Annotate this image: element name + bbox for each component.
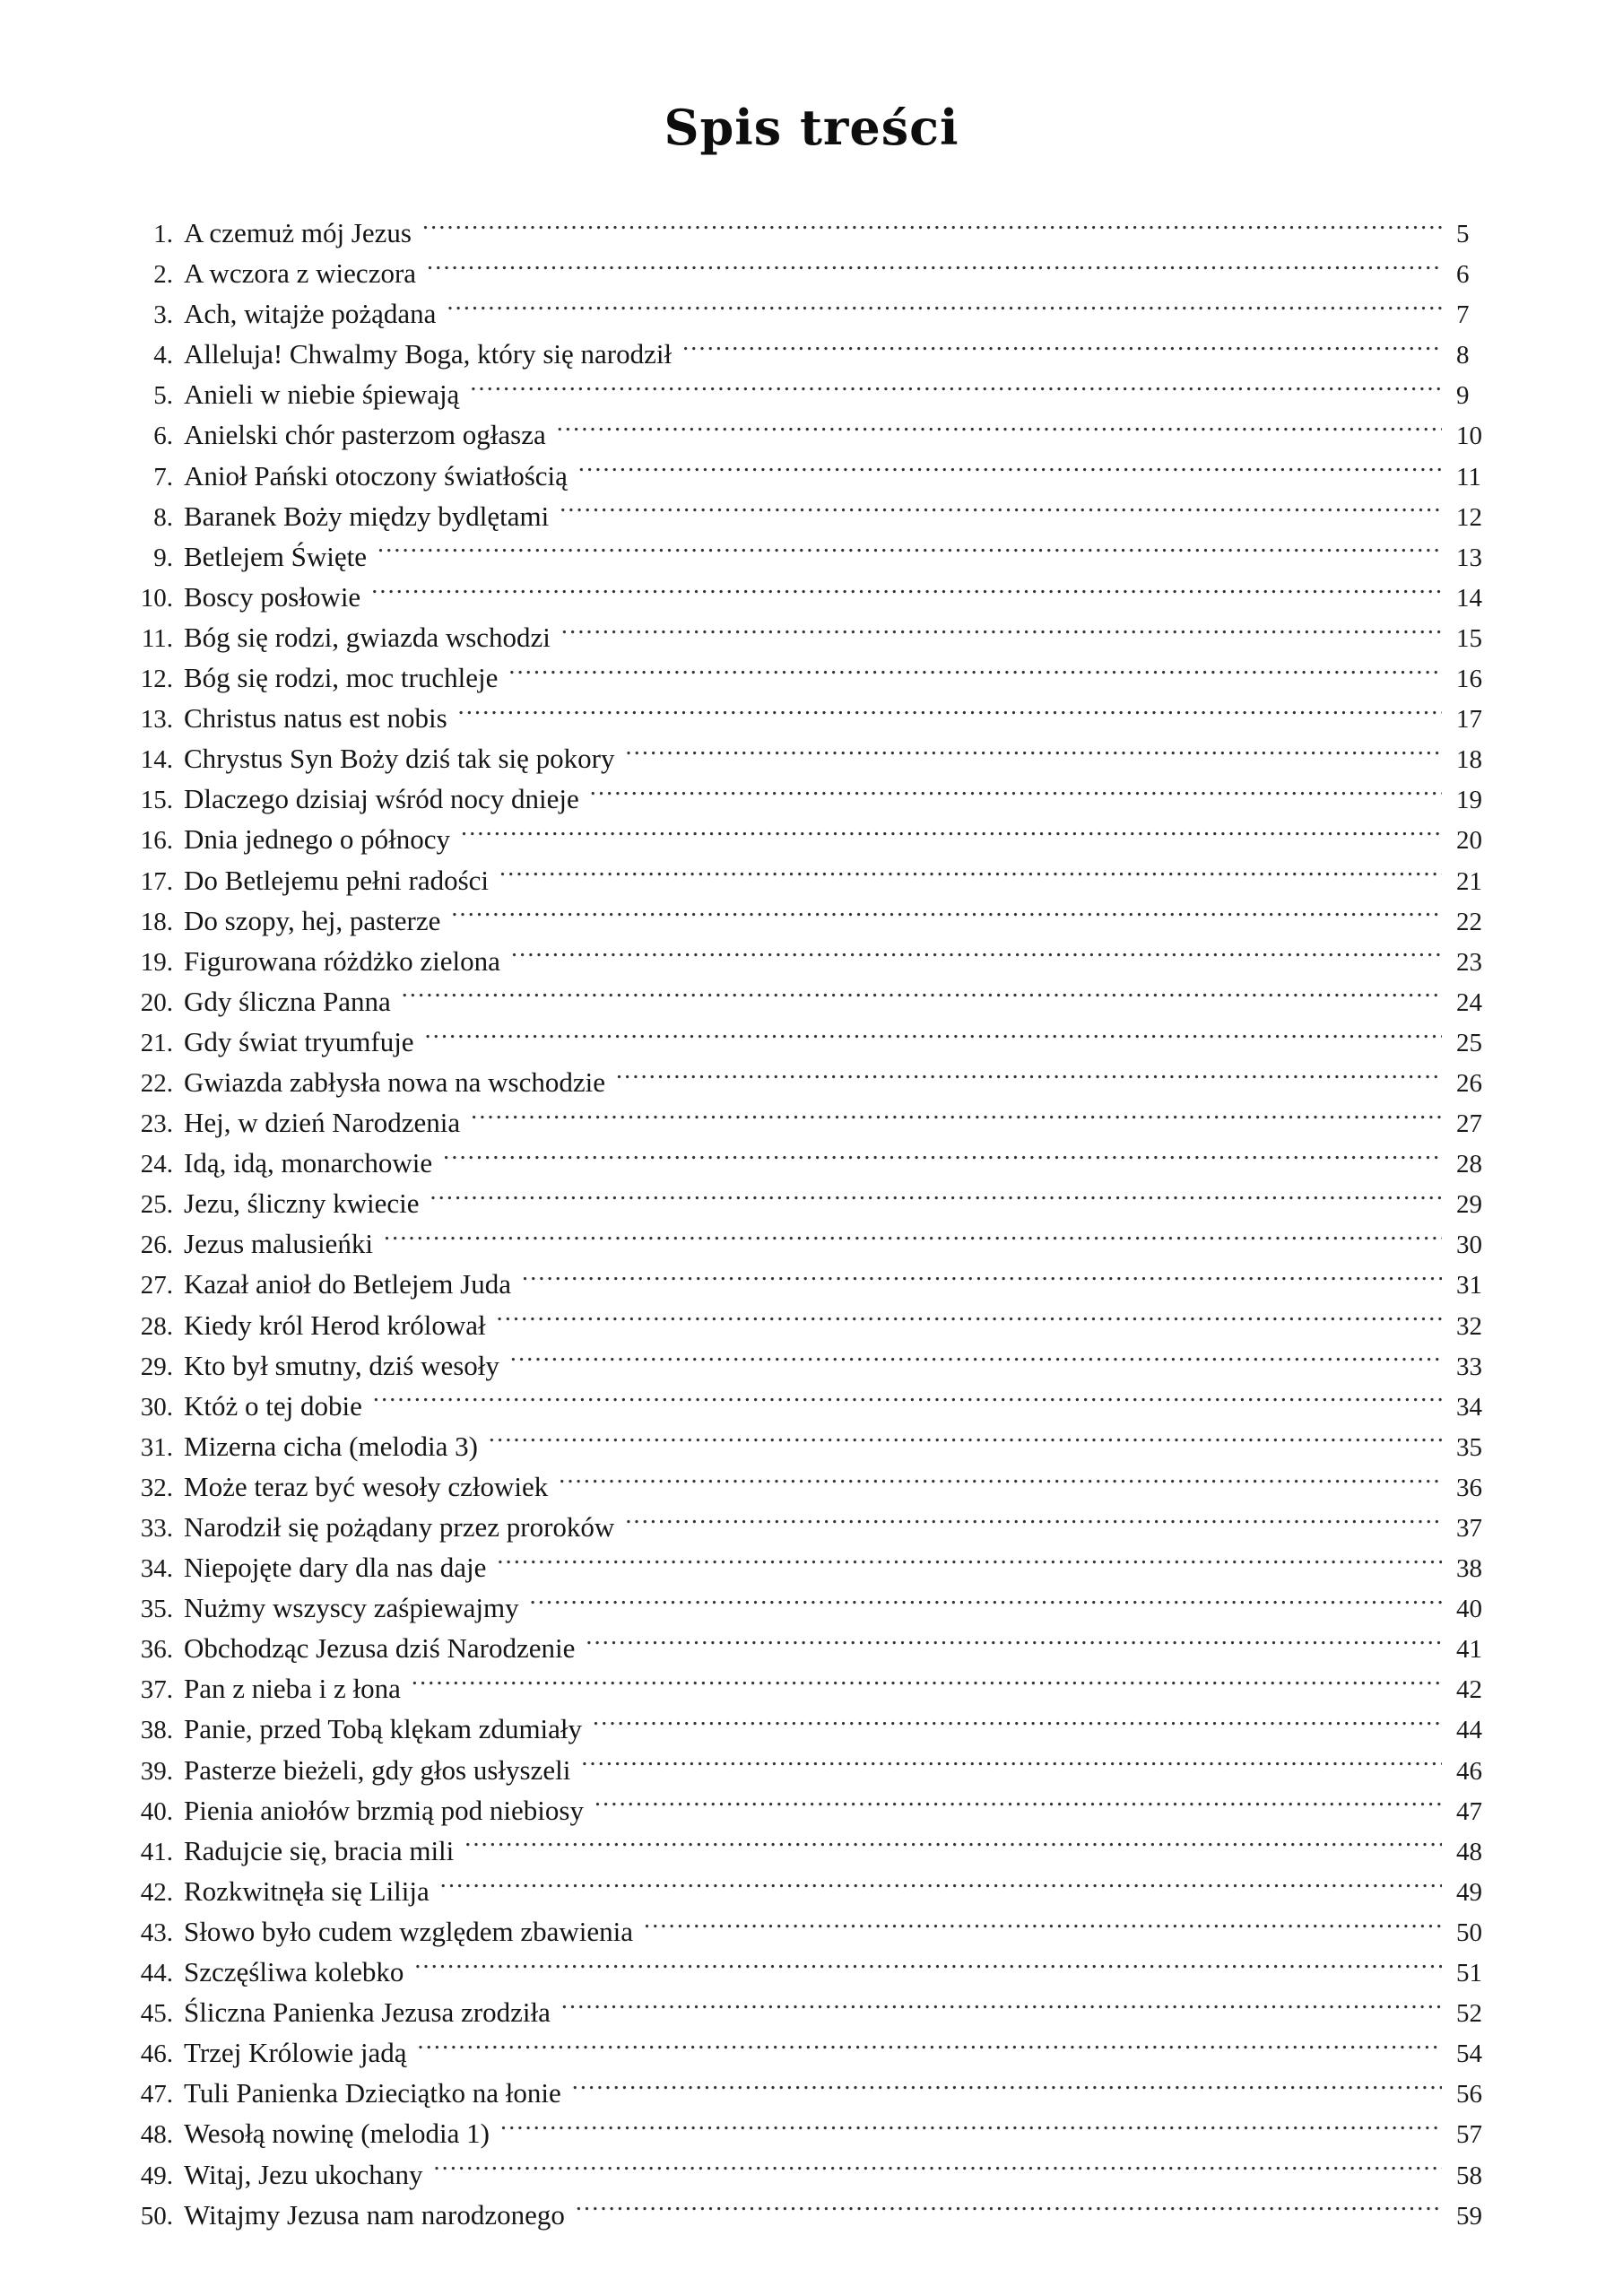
toc-entry[interactable] [121, 1346, 1506, 1387]
toc-leader-dots [471, 1104, 1442, 1132]
toc-leader-dots [447, 295, 1442, 323]
toc-entry-page-number: 34 [1456, 1392, 1482, 1422]
toc-entry[interactable] [121, 1709, 1506, 1750]
toc-entry-page-number: 7 [1456, 300, 1470, 330]
toc-entry[interactable] [121, 1872, 1506, 1912]
toc-entry[interactable] [121, 1063, 1506, 1103]
toc-entry[interactable] [121, 1912, 1506, 1952]
toc-leader-dots [586, 1630, 1442, 1657]
toc-leader-dots [626, 740, 1443, 768]
toc-entry-title[interactable]: Pan z nieba i z łona [184, 1673, 401, 1705]
toc-leader-dots [644, 1913, 1442, 1941]
toc-entry[interactable] [121, 2114, 1506, 2154]
toc-entry-title[interactable]: Pasterze bieżeli, gdy głos usłyszeli [184, 1753, 571, 1786]
toc-entry-number: 11. [141, 623, 173, 653]
toc-entry-number: 47. [140, 2080, 173, 2109]
toc-entry-number: 29. [140, 1352, 173, 1381]
toc-entry-number: 15. [140, 786, 173, 815]
toc-entry-page-number: 52 [1456, 1999, 1482, 2029]
toc-leader-dots [414, 1953, 1442, 1981]
toc-entry-title[interactable]: Obchodząc Jezusa dziś Narodzenie [184, 1632, 576, 1665]
toc-leader-dots [581, 1752, 1442, 1779]
toc-entry-page-number: 8 [1456, 341, 1470, 370]
toc-entry[interactable] [121, 1467, 1506, 1508]
toc-entry-number: 40. [140, 1796, 173, 1826]
toc-leader-dots [458, 700, 1442, 727]
toc-entry-page-number: 24 [1456, 987, 1482, 1017]
toc-entry-title[interactable]: Dlaczego dzisiaj wśród nocy dnieje [184, 783, 579, 815]
toc-entry[interactable] [121, 254, 1506, 294]
toc-leader-dots [470, 376, 1442, 404]
toc-entry-page-number: 41 [1456, 1635, 1482, 1665]
toc-entry-page-number: 35 [1456, 1432, 1482, 1462]
toc-entry[interactable] [121, 2033, 1506, 2074]
toc-entry[interactable] [121, 2074, 1506, 2114]
toc-entry[interactable] [121, 861, 1506, 901]
toc-entry-title[interactable]: Bóg się rodzi, moc truchleje [184, 662, 499, 694]
toc-entry-page-number: 28 [1456, 1150, 1482, 1179]
toc-entry-title[interactable]: Baranek Boży między bydlętami [184, 500, 550, 532]
toc-entry-page-number: 23 [1456, 947, 1482, 977]
toc-entry-page-number: 32 [1456, 1311, 1482, 1341]
toc-entry-number: 21. [140, 1028, 173, 1057]
toc-entry-title[interactable]: Hej, w dzień Narodzenia [184, 1107, 461, 1139]
toc-leader-dots [578, 457, 1442, 485]
toc-entry-title[interactable]: Niepojęte dary dla nas daje [184, 1552, 487, 1584]
toc-entry-number: 2. [153, 260, 173, 290]
toc-entry-number: 27. [140, 1271, 173, 1300]
toc-leader-dots [616, 1064, 1442, 1091]
toc-entry-page-number: 58 [1456, 2161, 1482, 2190]
toc-entry-page-number: 10 [1456, 422, 1482, 451]
toc-entry-page-number: 44 [1456, 1716, 1482, 1745]
toc-entry-title[interactable]: Gwiazda zabłysła nowa na wschodzie [184, 1065, 605, 1098]
toc-leader-dots [433, 2156, 1442, 2184]
toc-entry-number: 23. [140, 1109, 173, 1139]
toc-entry-title[interactable]: Chrystus Syn Boży dziś tak się pokory [184, 743, 615, 775]
toc-entry-number: 25. [140, 1190, 173, 1220]
toc-entry-number: 4. [153, 341, 173, 370]
toc-entry-number: 42. [140, 1877, 173, 1907]
toc-entry-title[interactable]: Kiedy król Herod królował [184, 1309, 486, 1341]
toc-entry-number: 3. [153, 300, 173, 330]
toc-entry[interactable] [121, 1184, 1506, 1224]
toc-entry[interactable] [121, 1588, 1506, 1629]
toc-entry-title[interactable]: Któż o tej dobie [184, 1389, 362, 1422]
toc-entry-page-number: 16 [1456, 665, 1482, 694]
toc-leader-dots [625, 1509, 1442, 1536]
toc-leader-dots [522, 1265, 1442, 1293]
toc-entry[interactable] [121, 375, 1506, 415]
toc-entry[interactable] [121, 1831, 1506, 1872]
toc-entry[interactable] [121, 457, 1506, 497]
toc-entry-number: 13. [140, 705, 173, 735]
toc-entry-number: 43. [140, 1918, 173, 1947]
toc-leader-dots [489, 1428, 1442, 1456]
toc-entry-page-number: 25 [1456, 1028, 1482, 1057]
toc-entry[interactable] [121, 982, 1506, 1022]
toc-entry[interactable] [121, 1751, 1506, 1791]
toc-leader-dots [373, 1387, 1442, 1415]
toc-entry-page-number: 57 [1456, 2120, 1482, 2150]
toc-leader-dots [427, 255, 1442, 283]
toc-leader-dots [422, 214, 1442, 242]
toc-entry-number: 18. [140, 907, 173, 936]
toc-entry-title[interactable]: Jezus malusieńki [184, 1228, 373, 1260]
toc-entry-number: 31. [140, 1432, 173, 1462]
page-title: Spis treści [664, 99, 959, 156]
toc-leader-dots [511, 943, 1442, 970]
toc-entry[interactable] [121, 1629, 1506, 1669]
toc-entry[interactable] [121, 1022, 1506, 1063]
toc-entry-number: 17. [140, 866, 173, 896]
toc-entry[interactable] [121, 2196, 1506, 2236]
toc-leader-dots [425, 1023, 1442, 1051]
toc-entry-number: 20. [140, 987, 173, 1017]
toc-entry-page-number: 5 [1456, 220, 1470, 248]
toc-entry-number: 9. [153, 543, 173, 572]
toc-entry-title[interactable]: Betlejem Święte [184, 540, 368, 572]
toc-leader-dots [402, 983, 1442, 1011]
toc-entry-title[interactable]: Gdy świat tryumfuje [184, 1025, 414, 1057]
toc-entry-number: 19. [140, 947, 173, 977]
toc-entry-number: 34. [140, 1554, 173, 1584]
toc-entry-page-number: 30 [1456, 1231, 1482, 1260]
toc-leader-dots [464, 1832, 1442, 1860]
toc-entry-title[interactable]: Panie, przed Tobą klękam zdumiały [184, 1713, 583, 1745]
toc-entry-title[interactable]: Boscy posłowie [184, 580, 361, 613]
toc-leader-dots [497, 1549, 1442, 1577]
toc-entry-number: 28. [140, 1311, 173, 1341]
toc-entry[interactable] [121, 779, 1506, 820]
toc-entry-page-number: 47 [1456, 1796, 1482, 1826]
toc-entry[interactable] [121, 1265, 1506, 1305]
toc-leader-dots [451, 902, 1442, 930]
toc-leader-dots [576, 2196, 1442, 2224]
toc-entry-number: 6. [153, 422, 173, 451]
toc-entry-page-number: 56 [1456, 2080, 1482, 2109]
toc-entry-page-number: 21 [1456, 866, 1482, 896]
toc-entry-title[interactable]: Trzej Królowie jadą [184, 2037, 407, 2069]
toc-entry-number: 49. [140, 2161, 173, 2190]
toc-entry[interactable] [121, 497, 1506, 537]
toc-leader-dots [418, 2034, 1442, 2062]
toc-leader-dots [384, 1225, 1442, 1253]
toc-entry-page-number: 14 [1456, 583, 1482, 613]
toc-entry[interactable] [121, 739, 1506, 779]
toc-entry[interactable] [121, 1387, 1506, 1427]
toc-entry[interactable] [121, 1306, 1506, 1346]
toc-entry[interactable] [121, 1952, 1506, 1993]
toc-entry-page-number: 49 [1456, 1877, 1482, 1907]
toc-entry[interactable] [121, 335, 1506, 375]
toc-entry-number: 48. [140, 2120, 173, 2150]
toc-entry-number: 38. [140, 1716, 173, 1745]
toc-entry-title[interactable]: Kto był smutny, dziś wesoły [184, 1349, 499, 1381]
toc-entry-number: 32. [140, 1473, 173, 1502]
toc-entry-number: 41. [140, 1837, 173, 1866]
toc-entry-title[interactable]: Kazał anioł do Betlejem Juda [184, 1268, 511, 1300]
toc-entry-page-number: 37 [1456, 1514, 1482, 1543]
toc-entry-number: 1. [153, 220, 173, 248]
toc-entry[interactable] [121, 1508, 1506, 1548]
toc-entry-number: 14. [140, 745, 173, 775]
toc-entry-number: 35. [140, 1595, 173, 1624]
toc-entry-page-number: 50 [1456, 1918, 1482, 1947]
toc-entry-number: 26. [140, 1231, 173, 1260]
toc-entry[interactable] [121, 942, 1506, 982]
toc-entry-title[interactable]: Figurowana różdżko zielona [184, 944, 500, 977]
toc-entry[interactable] [121, 415, 1506, 456]
toc-leader-dots [560, 498, 1442, 526]
toc-entry-number: 12. [140, 665, 173, 694]
toc-entry-page-number: 18 [1456, 745, 1482, 775]
toc-entry-page-number: 40 [1456, 1595, 1482, 1624]
toc-entry-page-number: 51 [1456, 1959, 1482, 1988]
toc-entry[interactable] [121, 820, 1506, 860]
toc-leader-dots [572, 2074, 1442, 2102]
toc-leader-dots [497, 1307, 1442, 1335]
toc-entry[interactable] [121, 658, 1506, 699]
toc-entry-page-number: 6 [1456, 260, 1470, 290]
toc-entry[interactable] [121, 1548, 1506, 1588]
toc-entry-title[interactable]: Śliczna Panienka Jezusa zrodziła [184, 1996, 551, 2029]
toc-entry[interactable] [121, 294, 1506, 335]
toc-entry[interactable] [121, 537, 1506, 578]
toc-leader-dots [590, 780, 1442, 808]
toc-entry-page-number: 31 [1456, 1271, 1482, 1300]
toc-entry[interactable] [121, 1791, 1506, 1831]
toc-entry[interactable] [121, 578, 1506, 618]
toc-entry-title[interactable]: Dnia jednego o północy [184, 823, 451, 856]
toc-entry[interactable] [121, 213, 1506, 254]
toc-leader-dots [561, 619, 1442, 647]
toc-entry-number: 22. [140, 1068, 173, 1098]
toc-entry-number: 30. [140, 1392, 173, 1422]
toc-entry-page-number: 11 [1456, 462, 1481, 491]
toc-entry[interactable] [121, 699, 1506, 739]
toc-leader-dots [430, 1185, 1442, 1213]
toc-entry-page-number: 26 [1456, 1068, 1482, 1098]
toc-leader-dots [508, 659, 1442, 687]
toc-entry[interactable] [121, 1103, 1506, 1144]
table-of-contents [121, 213, 1506, 2236]
toc-entry-title[interactable]: Radujcie się, bracia mili [184, 1834, 455, 1866]
toc-entry-page-number: 17 [1456, 705, 1482, 735]
toc-entry-page-number: 20 [1456, 826, 1482, 856]
toc-entry-number: 24. [140, 1150, 173, 1179]
toc-entry[interactable] [121, 901, 1506, 942]
toc-entry-page-number: 59 [1456, 2201, 1482, 2231]
toc-entry-page-number: 42 [1456, 1675, 1482, 1705]
toc-entry-number: 7. [153, 462, 173, 491]
toc-entry-number: 37. [140, 1675, 173, 1705]
toc-entry-page-number: 9 [1456, 381, 1470, 411]
toc-entry[interactable] [121, 1427, 1506, 1467]
toc-entry-number: 5. [153, 381, 173, 411]
toc-entry-number: 39. [140, 1756, 173, 1786]
toc-entry-title[interactable]: Anieli w niebie śpiewają [184, 378, 460, 411]
toc-entry-number: 36. [140, 1635, 173, 1665]
toc-entry-number: 33. [140, 1514, 173, 1543]
toc-entry-page-number: 33 [1456, 1352, 1482, 1381]
toc-entry-title[interactable]: A czemuż mój Jezus [184, 217, 412, 248]
toc-entry-title[interactable]: Rozkwitnęła się Lilija [184, 1874, 430, 1907]
toc-entry-page-number: 22 [1456, 907, 1482, 936]
toc-entry-number: 16. [140, 826, 173, 856]
toc-entry-title[interactable]: Christus natus est nobis [184, 702, 447, 735]
toc-leader-dots [412, 1670, 1442, 1698]
toc-leader-dots [443, 1144, 1442, 1172]
toc-entry-page-number: 12 [1456, 502, 1482, 532]
toc-entry-title[interactable]: Witajmy Jezusa nam narodzonego [184, 2198, 565, 2231]
toc-entry-title[interactable]: Idą, idą, monarchowie [184, 1147, 433, 1179]
toc-entry[interactable] [121, 1144, 1506, 1184]
toc-entry-title[interactable]: Tuli Panienka Dzieciątko na łonie [184, 2077, 561, 2109]
toc-entry-title[interactable]: Bóg się rodzi, gwiazda wschodzi [184, 621, 551, 653]
toc-entry-title[interactable]: Nużmy wszyscy zaśpiewajmy [184, 1592, 519, 1624]
toc-entry-number: 8. [153, 502, 173, 532]
toc-entry-title[interactable]: Witaj, Jezu ukochany [184, 2158, 423, 2190]
toc-leader-dots [682, 335, 1442, 363]
toc-leader-dots [561, 1994, 1442, 2022]
toc-leader-dots [499, 862, 1442, 890]
toc-entry-title[interactable]: Anioł Pański otoczony światłością [184, 459, 568, 491]
toc-entry-page-number: 48 [1456, 1837, 1482, 1866]
toc-entry-number: 44. [140, 1959, 173, 1988]
toc-entry[interactable] [121, 618, 1506, 658]
toc-entry[interactable] [121, 1669, 1506, 1709]
toc-leader-dots [371, 578, 1442, 606]
toc-leader-dots [530, 1589, 1442, 1617]
toc-entry-title[interactable]: Anielski chór pasterzom ogłasza [184, 419, 546, 451]
toc-entry-page-number: 29 [1456, 1190, 1482, 1220]
toc-entry-page-number: 15 [1456, 623, 1482, 653]
toc-entry[interactable] [121, 2155, 1506, 2196]
toc-entry-title[interactable]: Narodził się pożądany przez proroków [184, 1511, 615, 1543]
toc-entry-title[interactable]: Słowo było cudem względem zbawienia [184, 1915, 634, 1947]
toc-leader-dots [510, 1347, 1442, 1375]
toc-entry-title[interactable]: Gdy śliczna Panna [184, 985, 391, 1017]
toc-leader-dots [378, 538, 1442, 566]
toc-entry-page-number: 38 [1456, 1554, 1482, 1584]
toc-entry-title[interactable]: Mizerna cicha (melodia 3) [184, 1430, 478, 1462]
toc-entry-title[interactable]: Szczęśliwa kolebko [184, 1956, 404, 1988]
toc-leader-dots [461, 821, 1442, 848]
toc-entry-number: 45. [140, 1999, 173, 2029]
toc-entry-title[interactable]: Jezu, śliczny kwiecie [184, 1187, 420, 1220]
toc-entry[interactable] [121, 1993, 1506, 2033]
toc-leader-dots [559, 1468, 1442, 1496]
toc-entry-number: 10. [140, 583, 173, 613]
toc-entry-page-number: 36 [1456, 1473, 1482, 1502]
toc-leader-dots [500, 2115, 1442, 2143]
toc-entry-title[interactable]: Do szopy, hej, pasterze [184, 904, 441, 936]
toc-entry-title[interactable]: Może teraz być wesoły człowiek [184, 1470, 549, 1502]
toc-entry-page-number: 27 [1456, 1109, 1482, 1139]
toc-entry-page-number: 54 [1456, 2039, 1482, 2069]
toc-leader-dots [595, 1792, 1442, 1820]
toc-entry-title[interactable]: Pienia aniołów brzmią pod niebiosy [184, 1794, 584, 1826]
toc-entry-page-number: 19 [1456, 786, 1482, 815]
toc-leader-dots [593, 1710, 1442, 1738]
toc-entry-page-number: 13 [1456, 543, 1482, 572]
toc-entry-title[interactable]: A wczora z wieczora [184, 257, 417, 290]
toc-entry-title[interactable]: Ach, witajże pożądana [184, 298, 437, 330]
toc-entry-title[interactable]: Alleluja! Chwalmy Boga, który się narodził [184, 338, 673, 370]
toc-entry-page-number: 46 [1456, 1756, 1482, 1786]
toc-leader-dots [557, 416, 1442, 444]
toc-entry-title[interactable]: Wesołą nowinę (melodia 1) [184, 2118, 490, 2150]
toc-entry-number: 46. [140, 2039, 173, 2069]
toc-entry-number: 50. [140, 2201, 173, 2231]
toc-entry[interactable] [121, 1224, 1506, 1265]
toc-leader-dots [440, 1873, 1442, 1900]
toc-entry-title[interactable]: Do Betlejemu pełni radości [184, 864, 490, 896]
